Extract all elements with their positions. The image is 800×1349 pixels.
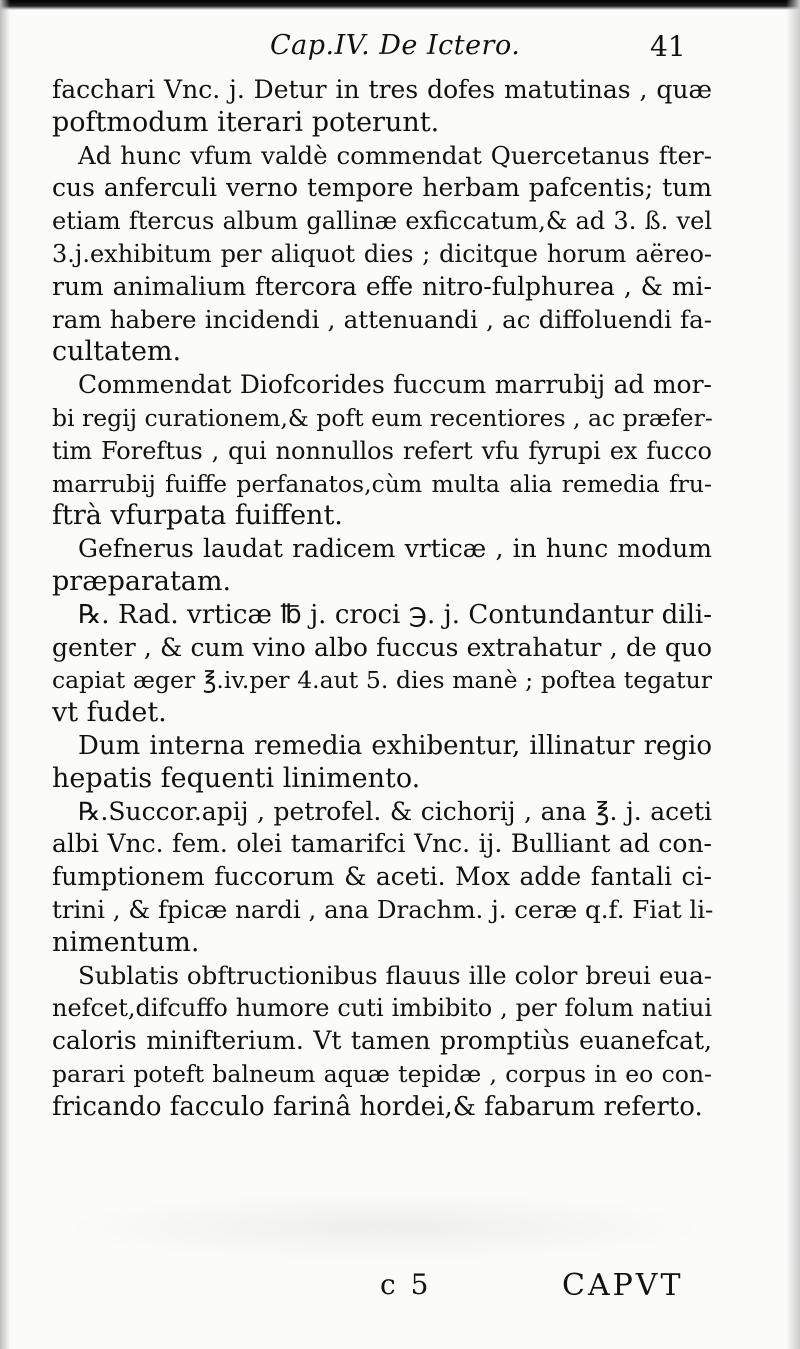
text-line: trini , & fpicæ nardi , ana Drachm. j. ceræ q.f. Fiat li- — [52, 894, 714, 924]
text-line: poftmodum iterari poterunt. — [52, 106, 440, 138]
text-line: nefcet,difcuffo humore cuti imbibito , per folum natiui — [52, 994, 712, 1023]
text-line: Sublatis obftructionibus flauus ille color breui eua- — [78, 960, 712, 990]
text-line: fumptionem fuccorum & aceti. Mox adde fantali ci- — [52, 862, 712, 892]
page-right-edge — [786, 0, 800, 1349]
catchword: CAPVT — [562, 1268, 684, 1303]
text-line: nimentum. — [52, 926, 200, 958]
page-number: 41 — [650, 30, 686, 63]
text-line: ℞.Succor.apij , petrofel. & cichorij , ana ℥. j. aceti — [78, 796, 712, 826]
text-line: albi Vnc. fem. olei tamarifci Vnc. ij. Bulliant ad con- — [52, 829, 712, 859]
text-line: etiam ftercus album gallinæ exficcatum,& ad 3. ß. vel — [52, 207, 712, 236]
text-line: Ad hunc vfum valdè commendat Quercetanus fter- — [78, 140, 712, 170]
text-line: bi regij curationem,& poft eum recentiores , ac præfer- — [52, 403, 713, 432]
text-line: tim Foreftus , qui nonnullos refert vfu fyrupi ex fucco — [52, 436, 712, 465]
text-line: ftrà vfurpata fuiffent. — [52, 500, 343, 532]
page-left-edge — [0, 0, 10, 1349]
show-through-bleed — [60, 1192, 710, 1262]
text-line: cus anferculi verno tempore herbam pafcentis; tum — [52, 173, 712, 203]
text-line: parari poteft balneum aquæ tepidæ , corpus in eo con- — [52, 1059, 712, 1088]
text-line: vt fudet. — [52, 697, 167, 729]
text-line: facchari Vnc. j. Detur in tres dofes matutinas , quæ — [52, 75, 712, 104]
text-line: marrubij fuiffe perfanatos,cùm multa alia remedia fru- — [52, 469, 712, 498]
text-line: hepatis fequenti linimento. — [52, 762, 421, 794]
text-line: rum animalium ftercora effe nitro-fulphurea , & mi- — [52, 271, 712, 301]
body-text — [52, 74, 712, 1124]
text-line: præparatam. — [52, 565, 232, 597]
text-line: 3.j.exhibitum per aliquot dies ; dicitque horum aëreo- — [52, 239, 712, 268]
page-top-edge — [0, 0, 800, 10]
text-line: capiat æger ℥.iv.per 4.aut 5. dies manè ; poftea tegatur — [52, 666, 712, 695]
text-line: ram habere incidendi , attenuandi , ac diffoluendi fa- — [52, 304, 712, 334]
text-line: ℞. Rad. vrticæ ℔ j. croci ℈. j. Contundantur dili- — [78, 599, 712, 630]
text-line: Dum interna remedia exhibentur, illinatur regio — [78, 730, 712, 761]
text-line: Commendat Diofcorides fuccum marrubij ad mor- — [78, 370, 712, 400]
signature-mark: c 5 — [380, 1268, 432, 1301]
text-line: caloris minifterium. Vt tamen promptiùs euanefcat, — [52, 1026, 712, 1056]
text-line: fricando facculo farinâ hordei,& fabarum referto. — [52, 1091, 703, 1122]
text-line: genter , & cum vino albo fuccus extrahatur , de quo — [52, 632, 712, 662]
text-line: Gefnerus laudat radicem vrticæ , in hunc modum — [78, 534, 712, 564]
running-head: Cap.IV. De Ictero. — [270, 30, 521, 61]
text-line: cultatem. — [52, 336, 182, 368]
